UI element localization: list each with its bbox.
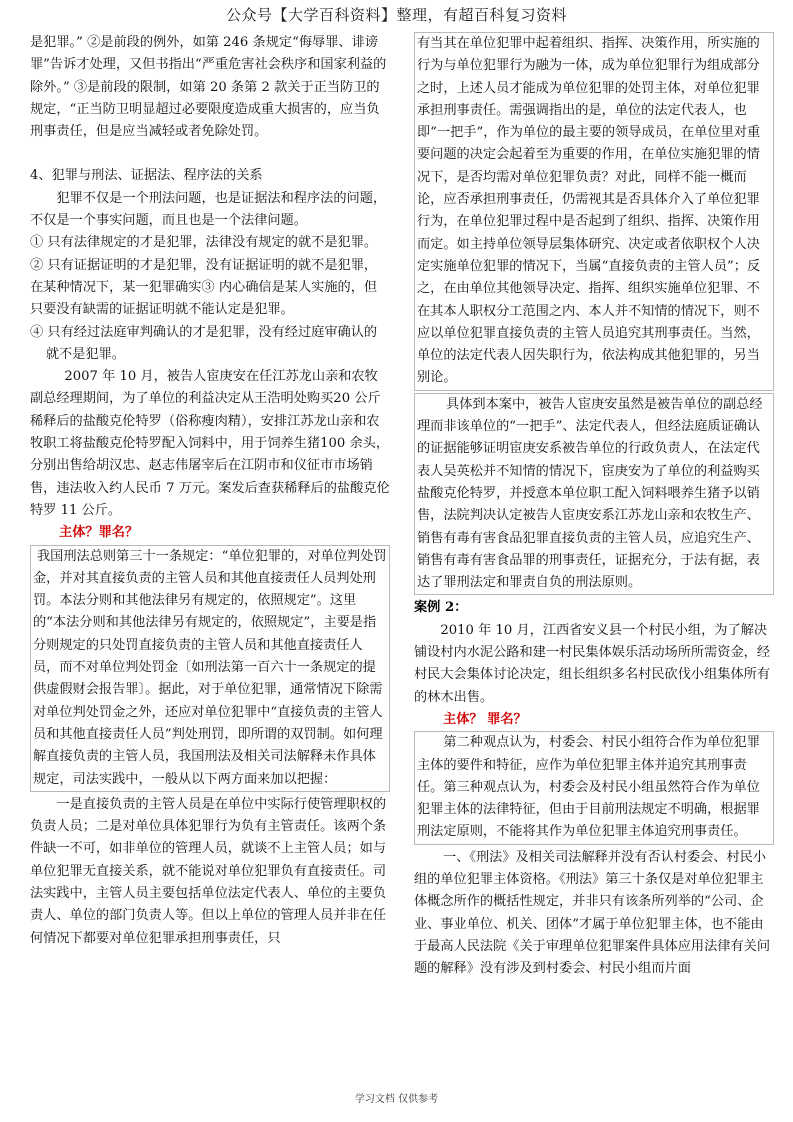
paragraph-management: 一是直接负责的主管人员是在单位中实际行使管理职权的负责人员；二是对单位具体犯罪行为负有主管责任。该两个条件缺一不可，如非单位的管理人员，就谈不上主管人员；如与单位犯罪无直接关系，就不能说对单位犯罪负有直接责任。司法实践中，主管人员主要包括单位法定代表人、单位的主要负责人、单位的部门负责人等。但以上单位的管理人员并非在任何情况下都要对单位犯罪承担刑事责任，只 xyxy=(30,796,387,946)
left-column xyxy=(30,32,390,1057)
paragraph-intro: 犯罪不仅是一个刑法问题，也是证据法和程序法的问题，不仅是一个事实问题，而且也是一个法律问题。 xyxy=(30,190,387,229)
question-label-right: 主体？ 罪名？ xyxy=(443,711,527,727)
case-2-title: 案例 2： xyxy=(414,600,468,616)
paragraph-opinions: 第二种观点认为，村委会、村民小组符合作为单位犯罪主体的要件和特征，应作为单位犯罪主体并追究其刑事责任。第三种观点认为，村委会及村民小组虽然符合作为单位犯罪主体的法律特征，但由于目前刑法规定不明确，根据罪刑法定原则，不能将其作为单位犯罪主体追究刑事责任。 xyxy=(417,735,760,840)
section-heading: 4、犯罪与刑法、证据法、程序法的关系 xyxy=(30,168,263,184)
list-item-1: ① 只有法律规定的才是犯罪，法律没有规定的就不是犯罪。 xyxy=(30,235,378,251)
paragraph-statute: 我国刑法总则第三十一条规定：“单位犯罪的，对单位判处罚金，并对其直接负责的主管人员和其他直接责任人员判处刑罚。本法分则和其他法律另有规定的，依照规定”。这里的“本法分则和其他法律另有规定的，依照规定”，主要是指分则规定的只处罚直接负责的主管人员和其他直接责任人员，而不对单位判处罚金〔如刑法第一百六十一条规定的提供虚假财会报告罪〕。据此，对于单位犯罪，通常情况下除需对单位判处罚金之外，还应对单位犯罪中“直接负责的主管人员和其他直接责任人员”判处刑罚，即所谓的双罚制。如何理解直接负责的主管人员，我国刑法及相关司法解释未作具体规定，司法实践中，一般从以下两方面来加以把握： xyxy=(33,548,387,787)
annotation-box xyxy=(30,545,390,792)
list-item-4: ④ 只有经过法庭审判确认的才是犯罪，没有经过庭审确认的就不是犯罪。 xyxy=(30,324,378,362)
case-1-facts: 2007 年 10 月，被告人宦庚安在任江苏龙山亲和农牧副总经理期间，为了单位的利益决定从王浩明处购买20 公斤稀释后的盐酸克伦特罗（俗称瘦肉精），安排江苏龙山亲和农牧职工将盐酸克伦特罗配入饲料中，用于饲养生猪100 余头，分别出售给胡汉忠、赵志伟屠宰后在江阴市和仪征市市场销售，违法收入约人民币 7 万元。案发后查获稀释后的盐酸克伦特罗 11 公斤。 xyxy=(30,369,390,518)
annotation-box-case xyxy=(414,393,774,596)
page-header: 公众号【大学百科资料】整理，有超百科复习资料 xyxy=(225,6,567,24)
annotation-box-right xyxy=(414,32,774,391)
paragraph-continuation-right: 有当其在单位犯罪中起着组织、指挥、决策作用，所实施的行为与单位犯罪行为融为一体，成为单位犯罪行为组成部分之时，上述人员才能成为单位犯罪的处罚主体，对单位犯罪承担刑事责任。需强调指出的是，单位的法定代表人，也即“一把手”，作为单位的最主要的领导成员，在单位里对重要问题的决定会起着至为重要的作用，在单位实施犯罪的情况下，是否均需对单位犯罪负责？对此，同样不能一概而论，应否承担刑事责任，仍需视其是否具体介入了单位犯罪行为，在单位犯罪过程中是否起到了组织、指挥、决策作用而定。如主持单位领导层集体研究、决定或者依职权个人决定实施单位犯罪的情况下，当属“直接负责的主管人员”；反之，在由单位其他领导决定、指挥、组织实施单位犯罪、不在其本人职权分工范围之内、本人并不知情的情况下，则不应以单位犯罪直接负责的主管人员追究其刑事责任。当然，单位的法定代表人因失职行为，依法构成其他犯罪的，另当别论。 xyxy=(417,36,761,386)
paragraph-analysis-one: 一、《刑法》及相关司法解释并没有否认村委会、村民小组的单位犯罪主体资格。《刑法》第三十条仅是对单位犯罪主体概念所作的概括性规定，并非只有该条所列举的“公司、企业、事业单位、机关、团体”才属于单位犯罪主体，也不能由于最高人民法院《关于审理单位犯罪案件具体应用法律有关问题的解释》没有涉及到村委会、村民小组而片面 xyxy=(414,849,771,977)
annotation-box-opinions xyxy=(414,731,774,844)
page-footer: 学习文档 仅供参考 xyxy=(354,1094,439,1105)
paragraph-case-analysis: 具体到本案中，被告人宦庚安虽然是被告单位的副总经理而非该单位的“一把手”、法定代表人，但经法庭质证确认的证据能够证明宦庚安系被告单位的行政负责人，在法定代表人吴英松并不知情的情况下，宦庚安为了单位的利益购买盐酸克伦特罗，并授意本单位职工配入饲料喂养生猪予以销售，法院判决认定被告人宦庚安系江苏龙山亲和农牧生产、销售有毒有害食品犯罪直接负责的主管人员，应追究生产、销售有毒有害食品罪的刑事责任，证据充分，于法有据，表达了罪刑法定和罪责自负的刑法原则。 xyxy=(417,396,763,591)
list-item-2: ② 只有证据证明的才是犯罪，没有证据证明的就不是犯罪，在某种情况下，某一犯罪确实③ 内心确信是某人实施的，但只要没有缺需的证据证明就不能认定是犯罪。 xyxy=(30,257,378,318)
right-column xyxy=(414,32,774,1057)
question-label: 主体？罪名？ xyxy=(59,525,139,541)
blank-line xyxy=(30,143,390,165)
paragraph-continuation: 是犯罪。” ②是前段的例外，如第 246 条规定“侮辱罪、诽谤罪”告诉才处理，又但书指出“严重危害社会秩序和国家利益的除外。” ③是前段的限制，如第 20 条第 2 款关于正当防卫的规定，“正当防卫明显超过必要限度造成重大损害的，应当负刑事责任，但是应当减轻或者免除处罚。 xyxy=(30,35,387,140)
case-2-facts: 2010 年 10 月，江西省安义县一个村民小组，为了解决铺设村内水泥公路和建一村民集体娱乐活动场所所需资金，经村民大会集体讨论决定，组长组织多名村民砍伐小组集体所有的林木出售。 xyxy=(414,622,771,705)
